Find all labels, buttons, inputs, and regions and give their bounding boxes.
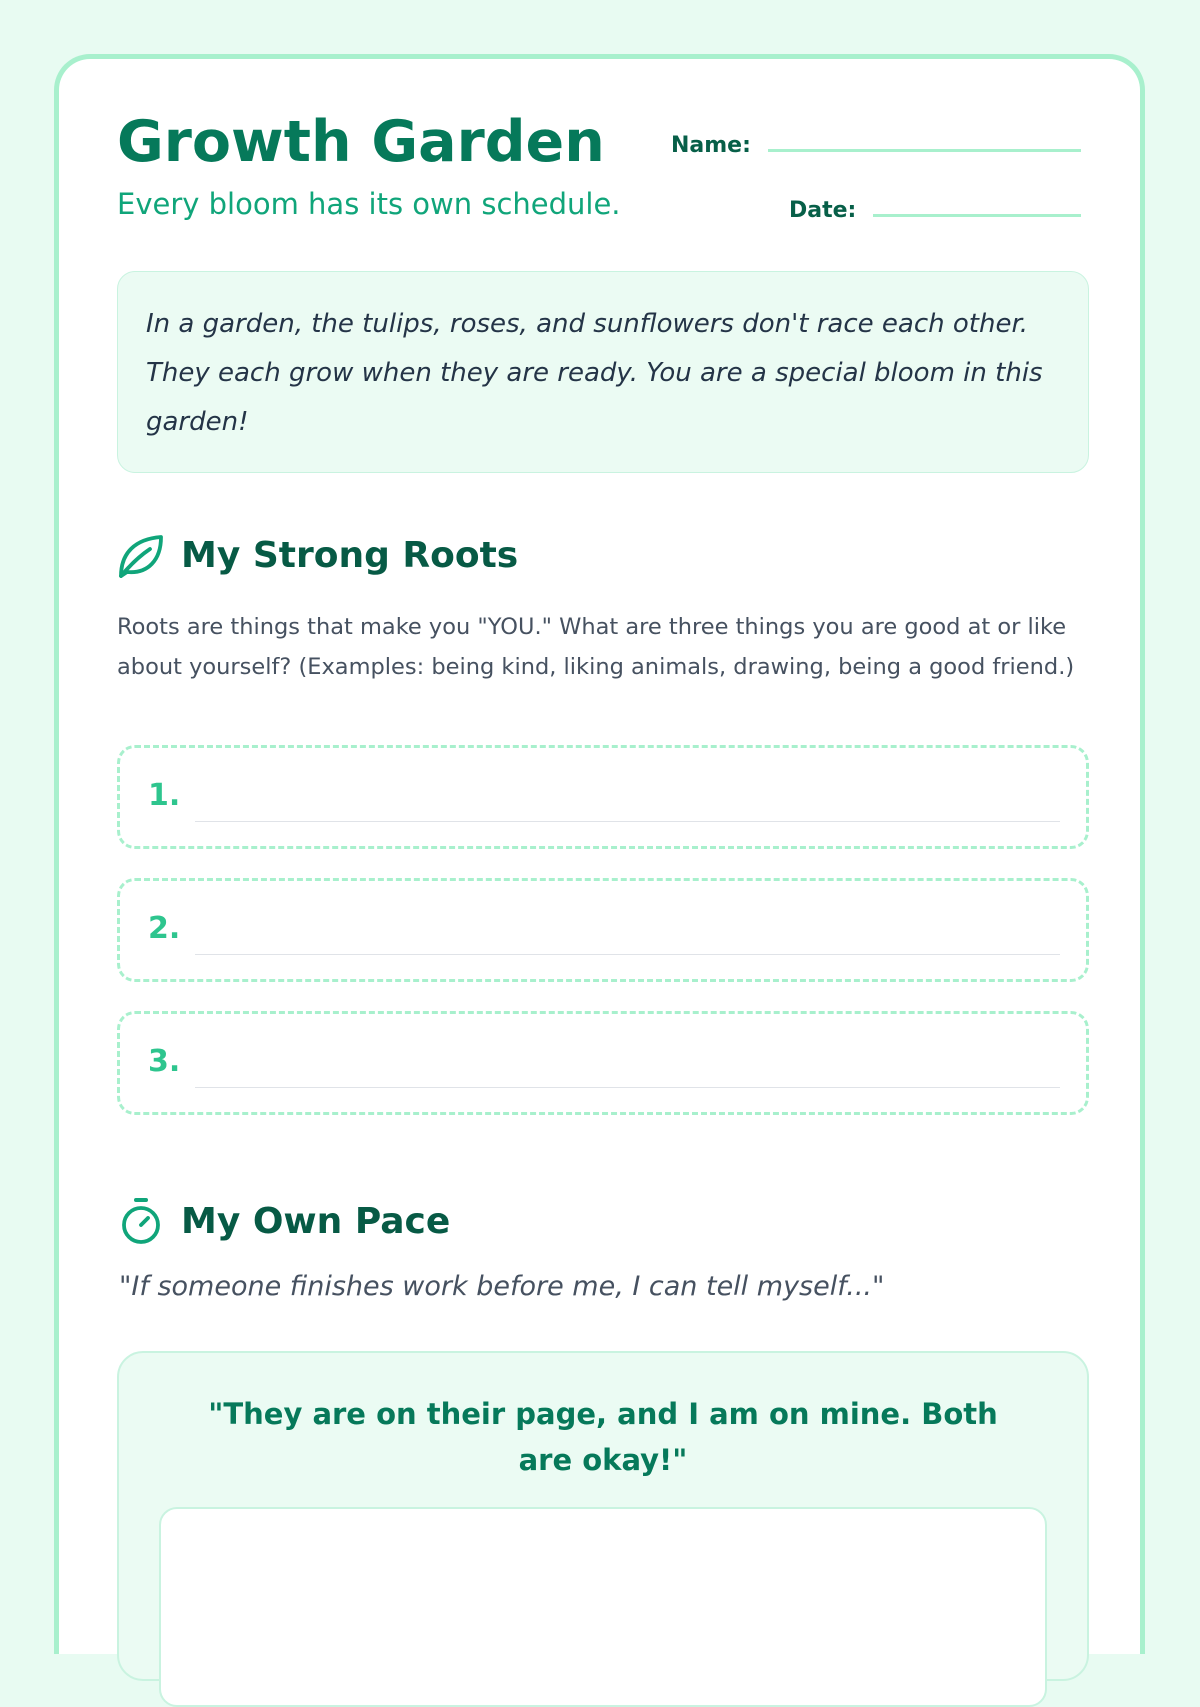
stopwatch-icon <box>115 1195 167 1247</box>
intro-box <box>117 271 1089 473</box>
roots-description: Roots are things that make you "YOU." What are three things you are good at or like about yourself? (Examples: being kind, liking animals, drawing, being a good friend.) <box>117 614 1075 680</box>
leaf-icon <box>115 529 167 581</box>
name-field[interactable] <box>768 149 1081 152</box>
affirmation-writing-area[interactable] <box>159 1507 1047 1707</box>
root-answer-box[interactable] <box>117 1011 1089 1115</box>
roots-section-header <box>115 527 518 583</box>
date-field[interactable] <box>873 214 1081 217</box>
answer-number: 2. <box>148 911 181 946</box>
date-label: Date: <box>789 198 857 223</box>
answer-line <box>195 954 1060 955</box>
answer-line <box>195 821 1060 822</box>
worksheet-card <box>54 54 1145 1654</box>
page-subtitle: Every bloom has its own schedule. <box>117 187 621 221</box>
answer-number: 3. <box>148 1044 181 1079</box>
answer-number: 1. <box>148 778 181 813</box>
page-title: Growth Garden <box>117 109 605 175</box>
roots-title: My Strong Roots <box>181 534 519 576</box>
root-answer-box[interactable] <box>117 878 1089 982</box>
name-label: Name: <box>671 133 751 158</box>
answer-line <box>195 1087 1060 1088</box>
pace-title: My Own Pace <box>181 1200 451 1242</box>
pace-prompt: "If someone finishes work before me, I can tell myself..." <box>119 1271 885 1302</box>
intro-text: In a garden, the tulips, roses, and sunflowers don't race each other. They each grow when they are ready. You are a special bloom in this garden! <box>146 309 1043 437</box>
affirmation-box <box>117 1351 1089 1681</box>
affirmation-text: "They are on their page, and I am on mine. Both are okay!" <box>208 1397 998 1477</box>
pace-section-header <box>115 1193 450 1249</box>
root-answer-box[interactable] <box>117 745 1089 849</box>
